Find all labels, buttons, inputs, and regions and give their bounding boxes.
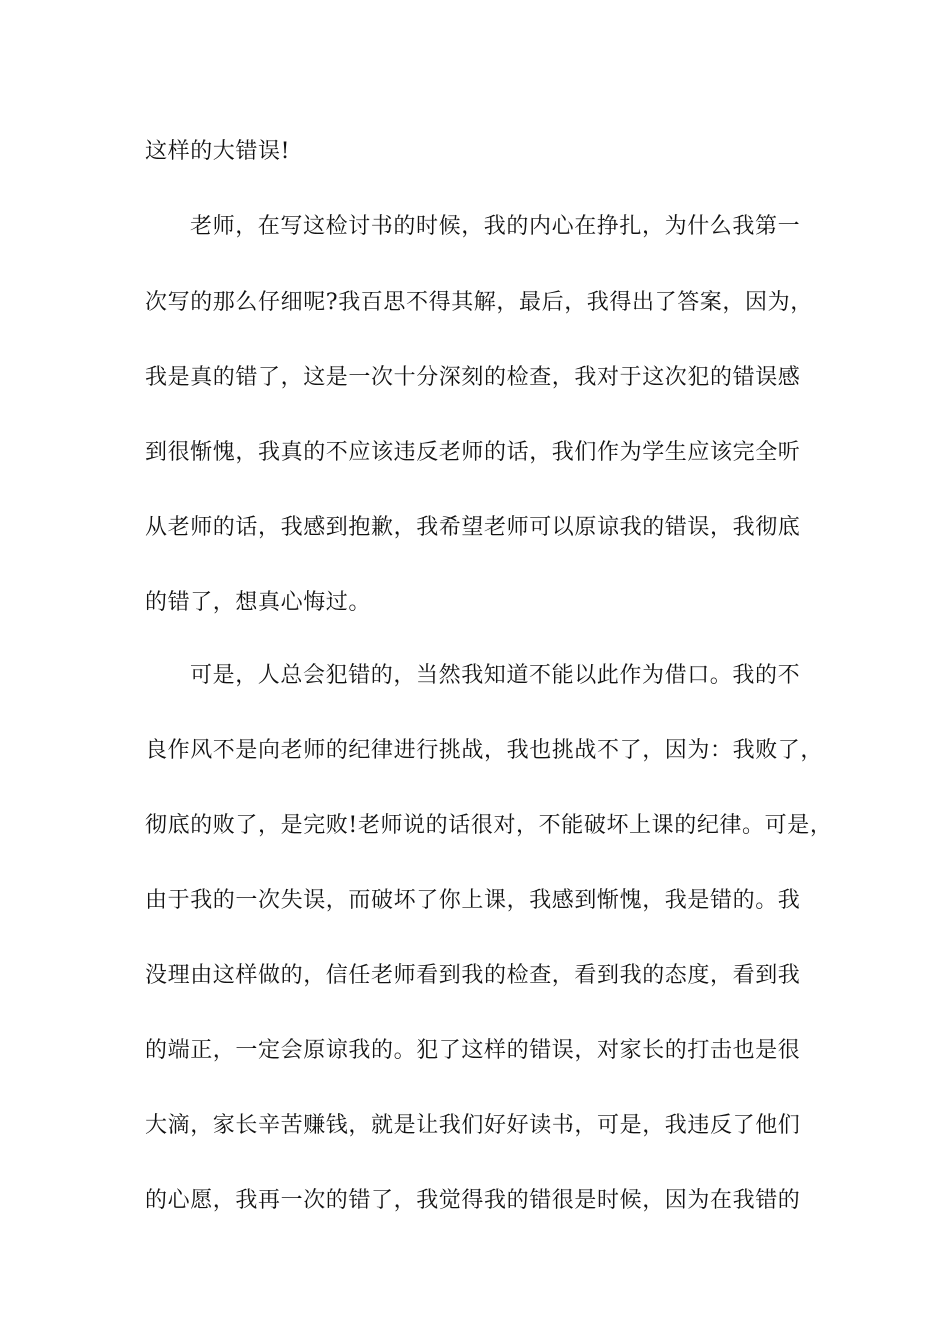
text-line: 的心愿，我再一次的错了，我觉得我的错很是时候，因为在我错的 [145,1188,801,1213]
text-line: 这样的大错误! [145,139,291,164]
text-line: 大滴，家长辛苦赚钱，就是让我们好好读书，可是，我违反了他们 [145,1113,801,1138]
text-line: 的错了，想真心悔过。 [145,590,372,615]
text-line: 由于我的一次失误，而破坏了你上课，我感到惭愧，我是错的。我 [145,888,801,913]
text-line: 从老师的话，我感到抱歉，我希望老师可以原谅我的错误，我彻底 [145,515,801,540]
text-line: 到很惭愧，我真的不应该违反老师的话，我们作为学生应该完全听 [145,440,801,465]
text-line: 的端正，一定会原谅我的。犯了这样的错误，对家长的打击也是很 [145,1038,801,1063]
text-line: 良作风不是向老师的纪律进行挑战，我也挑战不了，因为：我败了， [145,738,824,763]
text-line: 没理由这样做的，信任老师看到我的检查，看到我的态度，看到我 [145,963,801,988]
text-line: 彻底的败了，是完败!老师说的话很对，不能破坏上课的纪律。可是， [145,813,833,838]
paragraph-first-line: 老师，在写这检讨书的时候，我的内心在挣扎，为什么我第一 [190,214,801,239]
text-line: 次写的那么仔细呢?我百思不得其解，最后，我得出了答案，因为， [145,290,813,315]
paragraph-first-line: 可是，人总会犯错的，当然我知道不能以此作为借口。我的不 [190,663,801,688]
text-line: 我是真的错了，这是一次十分深刻的检查，我对于这次犯的错误感 [145,365,801,390]
